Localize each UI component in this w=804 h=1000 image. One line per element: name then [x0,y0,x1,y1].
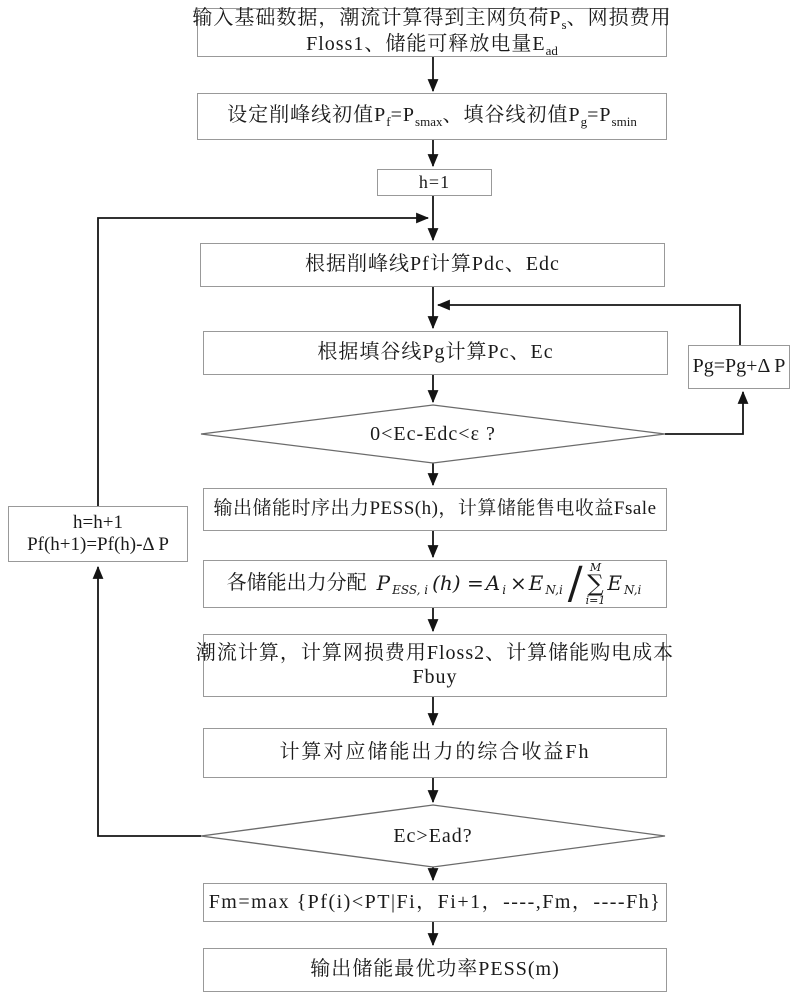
formula-times: × [510,571,527,596]
init-line [227,104,637,129]
formula-p-sub: ESS, i [392,582,429,597]
node-decision-converge [253,420,613,448]
init-c-sub: g [580,113,588,129]
output-optimal-label: 输出储能最优功率PESS(m) [310,958,560,981]
formula-a-sub: i [502,582,507,597]
decision-energy-label: Ec>Ead? [393,824,473,847]
arrow-decision1-to-pg-update [665,392,743,434]
input-line2 [306,33,558,59]
node-calc-peak [200,243,665,287]
allocation-formula-row [226,558,644,609]
input-line1 [192,7,671,33]
input-line1-text: 输入基础数据，潮流计算得到主网负荷P [192,6,562,29]
sum-symbol: ∑ [587,571,604,597]
formula-e2-sub: N,i [623,582,642,597]
init-b: =P [390,103,416,126]
node-pg-update [688,345,790,389]
node-calc-valley [203,331,668,375]
sum-lower-limit: i=1 [585,594,606,607]
init-c: 、填谷线初值P [442,103,581,126]
powerflow-cost-line1: 潮流计算，计算网损费用Floss2、计算储能购电成本 [195,641,675,664]
node-h-init [377,169,492,196]
init-d-sub: smin [611,113,637,129]
formula-a: A [485,571,501,596]
input-line1-subscript: s [561,16,567,32]
node-allocation-formula [203,560,667,608]
input-line1-tail: 、网损费用 [566,6,672,29]
input-line2-subscript: ad [545,42,558,58]
decision-converge-label: 0<Ec-Edc<ε ? [370,422,496,445]
node-fm-max [203,883,667,922]
calc-peak-label: 根据削峰线Pf计算Pdc、Edc [305,253,560,276]
init-b-sub: smax [415,113,443,129]
sum-upper-limit: M [589,561,602,574]
init-a: 设定削峰线初值P [227,103,387,126]
node-output-timeseries [203,488,667,531]
node-decision-energy [283,822,583,850]
init-d: =P [587,103,612,126]
formula-sum [586,562,606,606]
node-total-benefit [203,728,667,778]
powerflow-cost-line2: Fbuy [412,665,458,688]
node-init-lines [197,93,667,140]
allocation-prefix: 各储能出力分配 [226,572,367,595]
node-output-optimal [203,948,667,992]
node-h-update [8,506,188,562]
node-powerflow-cost [195,634,675,697]
formula-p: P [376,571,391,596]
fm-max-label: Fm=max {Pf(i)<PT|Fi，Fi+1，----,Fm，----Fh} [208,890,662,913]
formula-slash: / [567,558,583,609]
formula-mid: (h) = [432,571,484,596]
total-benefit-label: 计算对应储能出力的综合收益Fh [279,741,591,764]
formula-e2: E [607,571,622,596]
init-a-sub: f [386,113,391,129]
node-input-data [192,6,672,58]
formula-e1-sub: N,i [545,582,563,597]
h-update-line1: h=h+1 [73,511,123,533]
output-timeseries-label: 输出储能时序出力PESS(h)，计算储能售电收益Fsale [213,498,657,520]
h-init-label: h=1 [418,171,451,192]
h-update-line2: Pf(h+1)=Pf(h)-Δ P [27,534,169,555]
formula-e1: E [528,571,544,596]
calc-valley-label: 根据填谷线Pg计算Pc、Ec [317,341,554,364]
pg-update-label: Pg=Pg+Δ P [692,355,786,378]
arrow-decision2-to-h-update [98,567,201,836]
input-line2-text: Floss1、储能可释放电量E [306,32,546,55]
